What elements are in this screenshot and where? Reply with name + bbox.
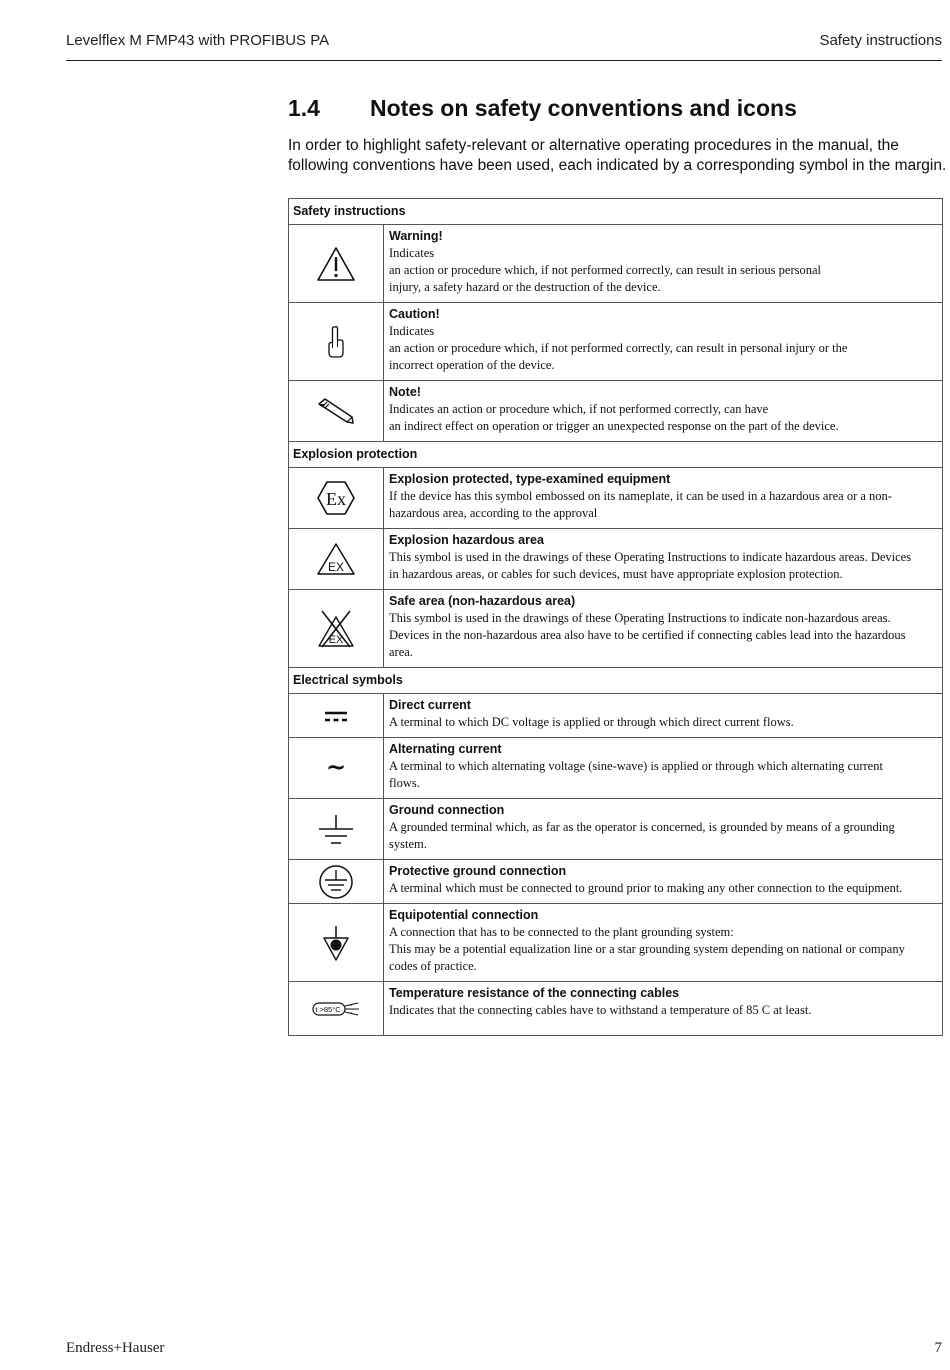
cable-temperature-icon: [312, 1000, 360, 1018]
direct-current-icon: [323, 709, 349, 723]
group-heading: Electrical symbols: [289, 668, 943, 694]
note-pencil-icon: [316, 396, 356, 426]
entry-description: A terminal to which DC voltage is applied or through which direct current flows.: [389, 715, 794, 729]
entry-description: This symbol is used in the drawings of these Operating Instructions to indicate non-hazardous areas. Devices in the non-hazardous area also have to be certified if connecting cables lead into the hazardous area.: [389, 611, 906, 659]
table-row: [289, 799, 943, 860]
entry-title: Alternating current: [389, 742, 502, 756]
table-row: [289, 694, 943, 738]
entry-title: Caution!: [389, 307, 440, 321]
table-row: [289, 225, 943, 303]
table-row: [289, 590, 943, 668]
entry-title: Note!: [389, 385, 421, 399]
ex-triangle-icon: [316, 542, 356, 576]
page-number: 7: [934, 1340, 942, 1356]
group-heading-row: [289, 442, 943, 468]
company-name: Endress+Hauser: [66, 1340, 165, 1356]
protective-ground-icon: [318, 864, 354, 900]
entry-description: If the device has this symbol embossed on its nameplate, it can be used in a hazardous area or a non- hazardous area, according to the approval: [389, 489, 892, 520]
entry-description: Indicates an action or procedure which, if not performed correctly, can have an indirect effect on operation or trigger an unexpected response on the part of the device.: [389, 402, 839, 433]
entry-description: Indicates an action or procedure which, if not performed correctly, can result in serious personal injury, a safety hazard or the destruction of the device.: [389, 246, 822, 294]
svg-text:EX: EX: [327, 560, 345, 574]
svg-text:t >85°C: t >85°C: [315, 1004, 341, 1014]
entry-title: Equipotential connection: [389, 908, 539, 922]
group-heading-row: [289, 199, 943, 225]
equipotential-icon: [321, 924, 351, 962]
alternating-current-icon: [321, 757, 351, 779]
ex-hexagon-icon: [316, 480, 356, 516]
entry-title: Safe area (non-hazardous area): [389, 594, 576, 608]
entry-description: Indicates that the connecting cables have to withstand a temperature of 85 C at least.: [389, 1003, 812, 1017]
warning-triangle-icon: [316, 246, 356, 282]
chapter-title: Safety instructions: [819, 32, 942, 49]
group-heading: Explosion protection: [289, 442, 943, 468]
svg-text:EX: EX: [328, 633, 344, 646]
entry-title: Explosion hazardous area: [389, 533, 544, 547]
section-title: Notes on safety conventions and icons: [370, 95, 797, 121]
entry-title: Direct current: [389, 698, 471, 712]
table-row: [289, 982, 943, 1036]
caution-hand-icon: [324, 324, 348, 360]
entry-title: Protective ground connection: [389, 864, 567, 878]
table-row: [289, 303, 943, 381]
svg-text:~: ~: [325, 757, 347, 779]
table-row: [289, 381, 943, 442]
table-row: [289, 529, 943, 590]
entry-description: This symbol is used in the drawings of these Operating Instructions to indicate hazardous areas. Devices in hazardous areas, or cables for such devices, must have appropriate explosion protection.: [389, 550, 912, 581]
section-heading: [288, 95, 948, 122]
entry-title: Ground connection: [389, 803, 505, 817]
ground-icon: [317, 813, 355, 845]
group-heading: Safety instructions: [289, 199, 943, 225]
table-row: [289, 860, 943, 904]
table-row: [289, 468, 943, 529]
ex-crossed-triangle-icon: [316, 609, 356, 649]
group-heading-row: [289, 668, 943, 694]
svg-text:Ex: Ex: [326, 489, 346, 509]
entry-description: Indicates an action or procedure which, if not performed correctly, can result in personal injury or the incorrect operation of the device.: [389, 324, 848, 372]
page-header: [66, 30, 942, 61]
entry-description: A connection that has to be connected to the plant grounding system: This may be a potential equalization line or a star grounding system depending on national or company codes of practice.: [389, 925, 905, 973]
intro-paragraph: In order to highlight safety-relevant or alternative operating procedures in the manual, the following conventions have been used, each indicated by a corresponding symbol in the margin.: [288, 137, 947, 174]
entry-description: A grounded terminal which, as far as the operator is concerned, is grounded by means of a grounding system.: [389, 820, 895, 851]
entry-title: Explosion protected, type-examined equipment: [389, 472, 671, 486]
entry-title: Temperature resistance of the connecting cables: [389, 986, 680, 1000]
table-row: [289, 904, 943, 982]
section-number: 1.4: [288, 95, 320, 121]
table-row: [289, 738, 943, 799]
entry-description: A terminal which must be connected to ground prior to making any other connection to the equipment.: [389, 881, 903, 895]
entry-description: A terminal to which alternating voltage (sine-wave) is applied or through which alternating current flows.: [389, 759, 883, 790]
entry-title: Warning!: [389, 229, 443, 243]
document-title: Levelflex M FMP43 with PROFIBUS PA: [66, 32, 330, 49]
conventions-table: [288, 198, 943, 1036]
